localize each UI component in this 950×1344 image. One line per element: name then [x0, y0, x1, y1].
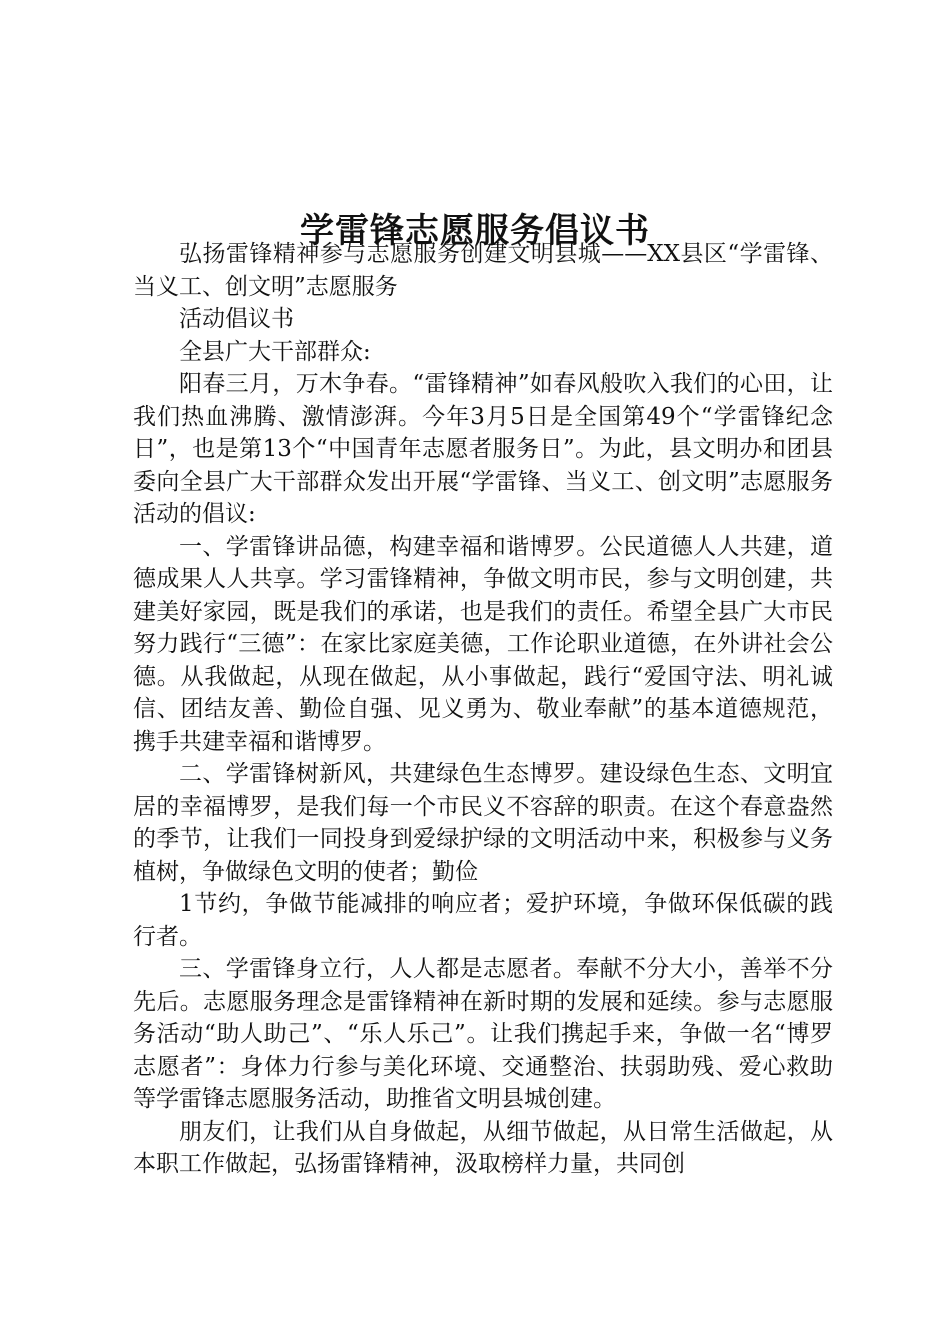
paragraph-point-two: 二、学雷锋树新风，共建绿色生态博罗。建设绿色生态、文明宜居的幸福博罗，是我们每一个市民义不容辞的职责。在这个春意盎然的季节，让我们一同投身到爱绿护绿的文明活动中来，积极参与义务植树，争做绿色文明的使者；勤俭	[133, 761, 833, 885]
paragraph-point-one: 一、学雷锋讲品德，构建幸福和谐博罗。公民道德人人共建，道德成果人人共享。学习雷锋精神，争做文明市民，参与文明创建，共建美好家园，既是我们的承诺，也是我们的责任。希望全县广大市民努力践行“三德”：在家比家庭美德，工作论职业道德，在外讲社会公德。从我做起，从现在做起，从小事做起，践行“爱国守法、明礼诚信、团结友善、勤俭自强、见义勇为、敬业奉献”的基本道德规范，携手共建幸福和谐博罗。	[133, 533, 833, 755]
paragraph-point-three: 三、学雷锋身立行，人人都是志愿者。奉献不分大小，善举不分先后。志愿服务理念是雷锋精神在新时期的发展和延续。参与志愿服务活动“助人助己”、“乐人乐己”。让我们携起手来，争做一名“博罗志愿者”：身体力行参与美化环境、交通整治、扶弱助残、爱心救助等学雷锋志愿服务活动，助推省文明县城创建。	[133, 956, 833, 1112]
paragraph-point-two-cont: 1节约，争做节能减排的响应者；爱护环境，争做环保低碳的践行者。	[133, 891, 833, 950]
paragraph-intro: 阳春三月，万木争春。“雷锋精神”如春风般吹入我们的心田，让我们热血沸腾、激情澎湃。今年3月5日是全国第49个“学雷锋纪念日”，也是第13个“中国青年志愿者服务日”。为此，县文明办和团县委向全县广大干部群众发出开展“学雷锋、当义工、创文明”志愿服务活动的倡议:	[133, 371, 833, 527]
document-title: 学雷锋志愿服务倡议书	[300, 210, 650, 251]
document-body	[133, 238, 833, 1181]
paragraph-subtitle: 弘扬雷锋精神参与志愿服务创建文明县城——XX县区“学雷锋、当义工、创文明”志愿服务	[133, 241, 833, 300]
paragraph-salutation: 全县广大干部群众:	[179, 338, 371, 365]
paragraph-closing: 朋友们，让我们从自身做起，从细节做起，从日常生活做起，从本职工作做起，弘扬雷锋精神，汲取榜样力量，共同创	[133, 1118, 833, 1177]
paragraph-subtitle-cont: 活动倡议书	[179, 306, 294, 332]
